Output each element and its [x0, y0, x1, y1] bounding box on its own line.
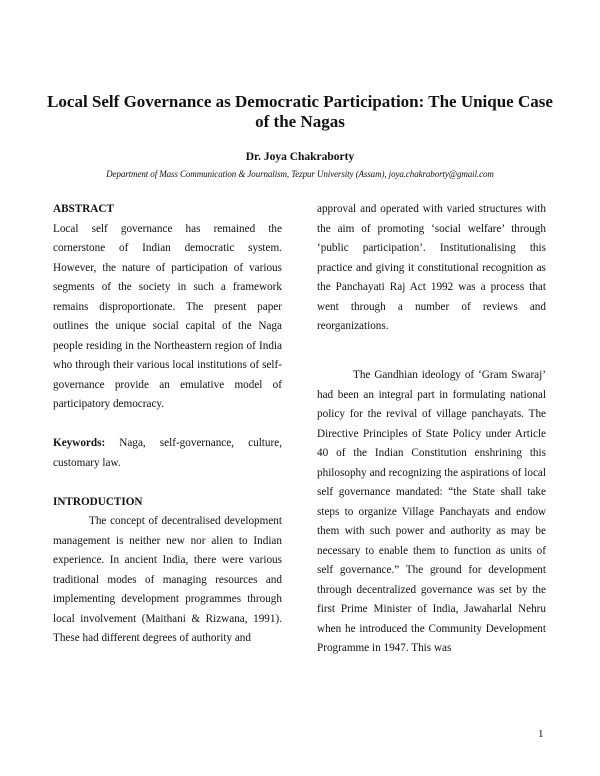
keywords-label: Keywords:	[53, 437, 106, 449]
keywords-text: Naga, self-governance, culture, customary law.	[53, 437, 282, 469]
spacer	[53, 415, 282, 435]
right-paragraph-2: The Gandhian ideology of ‘Gram Swaraj’ had been an integral part in formulating national policy for the revival of village panchayats. The Directive Principles of State Policy under Article 40 of the Indian Constitution enshrining this philosophy and recognizing the aspirations of local self governance mandated: “the State shall take steps to organize Village Panchayats and endow them with such power and authority as may be necessary to enable them to function as units of self governance.” The ground for development through decentralized governance was set by the first Prime Minister of India, Jawaharlal Nehru when he introduced the Community Development Programme in 1947. This was	[317, 369, 546, 654]
right-paragraph-1: approval and operated with varied structures with the aim of promoting ‘social welfare’ through ‘public participation’. Institutionalising this practice and giving it constitutional recognition as the Panchayati Raj Act 1992 was a process that went through a number of reviews and reorganizations.	[317, 203, 546, 332]
abstract-text: Local self governance has remained the cornerstone of Indian democratic system. However, the nature of participation of various segments of the society in such a framework remains disproportionate. The present paper outlines the unique social capital of the Naga people residing in the Northeastern region of India who through their various local institutions of self-governance provide an emulative model of participatory democracy.	[53, 222, 282, 410]
spacer	[317, 356, 546, 366]
left-column	[53, 200, 282, 649]
abstract-heading: ABSTRACT	[53, 203, 114, 215]
author-name: Dr. Joya Chakraborty	[245, 151, 355, 163]
introduction-paragraph: The concept of decentralised development management is neither new nor alien to Indian experience. In ancient India, there were various traditional modes of managing resources and implementing development programmes through local involvement (Maithani & Rizwana, 1991). These had different degrees of authority and	[53, 515, 282, 644]
spacer	[53, 473, 282, 493]
right-column	[317, 200, 546, 659]
paper-title: Local Self Governance as Democratic Participation: The Unique Case of the Nagas	[47, 92, 553, 131]
spacer	[317, 337, 546, 357]
page-number: 1	[538, 728, 544, 740]
introduction-heading: INTRODUCTION	[53, 495, 143, 508]
keywords	[53, 434, 282, 473]
author-affiliation: Department of Mass Communication & Journalism, Tezpur University (Assam), joya.chakraborty@gmail.com	[106, 169, 494, 179]
